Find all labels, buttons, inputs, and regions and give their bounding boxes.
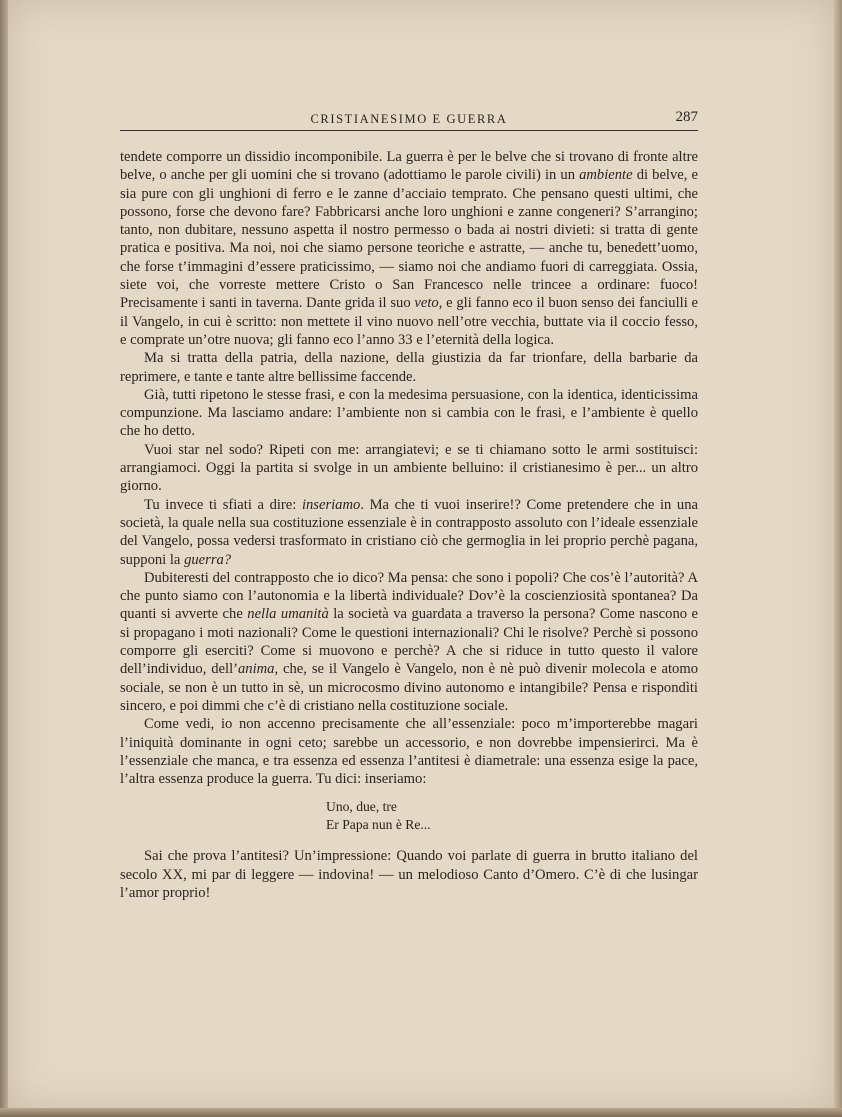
text-run: Già, tutti ripetono le stesse frasi, e con la medesima persuasione, con la identica, identicissima compunzione. Ma lasciamo andare: l’ambiente non si cambia con le frasi, e l’ambiente è quello che ho detto. (120, 386, 698, 440)
paragraph (120, 148, 698, 349)
text-run: Come vedi, io non accenno precisamente che all’essenziale: poco m’importerebbe magari l’iniquità dominante in ogni ceto; sarebbe un accessorio, e non dovrebbe impensierirci. Ma è l’essenziale che manca, e tra essenza ed essenza l’antitesi è diametrale: una essenza esige la pace, l’altra essenza produce la guerra. Tu dici: inseriamo: (120, 716, 698, 788)
paragraph (120, 349, 698, 386)
text-run: Dubiteresti del contrapposto che io dico? Ma pensa: che sono i popoli? Che cos’è l’autorità? A che punto siamo con l’autonomia e la libertà individuale? Dov’è la coscienziosità spontanea? Da quanti si avverte che (120, 569, 698, 623)
text-run: di belve, e sia pure con gli unghioni di ferro e le zanne d’acciaio temprato. Che pensano questi ultimi, che possono, forse che devono fare? Fabbricarsi anche loro unghioni e zanne congeneri? S’arrangino; tanto, non dubitare, nessuno aspetta il nostro permesso o bada ai nostri divieti: si tratta di gente pratica e positiva. Ma noi, noi che siamo persone teoriche e astratte, — anche tu, benedett’uomo, che forse t’immagini d’essere praticissimo, — siamo noi che andiamo fuori di carreggiata. Ossia, siete voi, che vorreste mettere Cristo o San Francesco nelle trincee a ordinare: fuoco! Precisamente i santi in taverna. Dante grida il suo (120, 167, 698, 312)
paragraph (120, 715, 698, 788)
italic-text: ambiente (579, 167, 633, 184)
text-run: , e gli fanno eco il buon senso dei fanciulli e il Vangelo, in cui è scritto: non mettete il vino nuovo nell’otre vecchia, buttate via il coccio fesso, e comprate un’otre nuova; gli fanno eco l’anno 33 e l’eternità della logica. (120, 295, 698, 348)
body-text (120, 148, 698, 902)
verse-line: Er Papa nun è Re... (326, 816, 431, 832)
text-run: Ma si tratta della patria, della nazione, della giustizia da far trionfare, della barbarie da reprimere, e tante e tante altre bellissime faccende. (120, 350, 698, 385)
text-run: tendete comporre un dissidio incomponibile. La guerra è per le belve che si trovano di fronte altre belve, o anche per gli uomini che si trovano (adottiamo le parole civili) in un (120, 149, 698, 184)
verse-line: Uno, due, tre (326, 799, 397, 815)
paragraph-list (120, 148, 698, 788)
paragraph (120, 386, 698, 441)
text-run: . Ma che ti vuoi inserire!? Come pretendere che in una società, la quale nella sua costituzione essenziale è in contrapposto assoluto con l’ideale essenziale del Vangelo, possa vedersi trasformato in cristiano ciò che germoglia in lei proprio perchè pagana, supponi la (120, 496, 698, 568)
text-run: , che, se il Vangelo è Vangelo, non è nè può divenir molecola e atomo sociale, se non è un tutto in sè, un microcosmo divino autonomo e intangibile? Pensa e rispondìti sincero, e poi dimmi che c’è di cristiano nella costituzione sociale. (120, 661, 698, 714)
paragraph (120, 569, 698, 715)
paragraph (120, 496, 698, 569)
italic-text: veto (414, 295, 439, 312)
page-bottom-edge (0, 1108, 842, 1117)
page-number: 287 (675, 109, 698, 125)
paragraph (120, 441, 698, 496)
page-header (120, 110, 698, 131)
text-run: Vuoi star nel sodo? Ripeti con me: arrangiatevi; e se ti chiamano sotto le armi sostituisci: arrangiamoci. Oggi la partita si svolge in un ambiente belluino: il cristianesimo è per... un altro giorno. (120, 441, 698, 495)
italic-text: nella umanità (247, 606, 329, 623)
italic-text: anima (237, 661, 275, 678)
italic-text: guerra? (184, 551, 232, 568)
verse-quote (326, 798, 698, 833)
text-run: la società va guardata a traverso la persona? Come nascono e si propagano i moti nazionali? Come le questioni internazionali? Chi le risolve? Perchè si possono comporre gli eserciti? Come si muovono e perchè? A che si riduce in tutto questo il valore dell’individuo, dell’ (120, 606, 698, 678)
text-run: Sai che prova l’antitesi? Un’impressione: Quando voi parlate di guerra in brutto italiano del secolo XX, mi par di leggere — indovina! — un melodioso Canto d’Omero. C’è di che lusingar l’amor proprio! (120, 848, 698, 901)
page-right-edge (834, 0, 842, 1117)
running-head: CRISTIANESIMO E GUERRA (310, 112, 508, 126)
italic-text: inseriamo (301, 496, 361, 513)
text-run: Tu invece ti sfiati a dire: (144, 496, 302, 513)
closing-paragraph (120, 847, 698, 902)
